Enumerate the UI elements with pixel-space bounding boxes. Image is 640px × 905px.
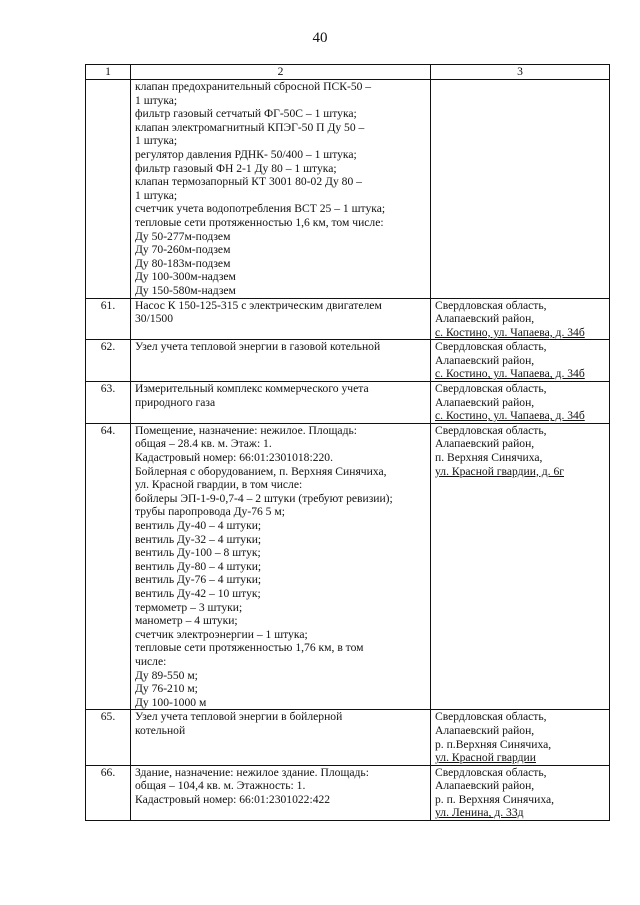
address-line: Алапаевский район, xyxy=(435,353,535,367)
description-line: Узел учета тепловой энергии в бойлерной xyxy=(135,710,343,724)
description-line: Кадастровый номер: 66:01:2301018:220. xyxy=(135,451,333,465)
item-address xyxy=(431,340,610,382)
table-row xyxy=(86,340,610,382)
address-line: Алапаевский район, xyxy=(435,312,535,326)
item-address xyxy=(431,710,610,765)
description-line: Бойлерная с оборудованием, п. Верхняя Синячиха, xyxy=(135,464,387,478)
column-header-number: 1 xyxy=(86,65,131,80)
address-line: ул. Красной гвардии xyxy=(435,751,536,765)
description-line: фильтр газовый сетчатый ФГ-50С – 1 штука; xyxy=(135,107,357,121)
item-description xyxy=(131,298,431,340)
item-description xyxy=(131,340,431,382)
description-line: клапан предохранительный сбросной ПСК-50 – xyxy=(135,80,372,93)
item-description xyxy=(131,710,431,765)
table-header-row xyxy=(86,65,610,80)
description-line: Измерительный комплекс коммерческого учета xyxy=(135,382,369,396)
description-line: термометр – 3 штуки; xyxy=(135,600,243,614)
property-table-body xyxy=(86,65,610,821)
description-line: клапан электромагнитный КПЭГ-50 П Ду 50 – xyxy=(135,120,365,134)
row-number: 63. xyxy=(86,382,131,424)
row-number: 65. xyxy=(86,710,131,765)
item-description xyxy=(131,423,431,709)
description-line: манометр – 4 штуки; xyxy=(135,614,238,628)
description-line: вентиль Ду-32 – 4 штуки; xyxy=(135,532,262,546)
table-row xyxy=(86,710,610,765)
column-header-description: 2 xyxy=(131,65,431,80)
address-line: ул. Красной гвардии, д. 6г xyxy=(435,464,565,478)
description-line: вентиль Ду-80 – 4 штуки; xyxy=(135,559,262,573)
column-header-address: 3 xyxy=(431,65,610,80)
description-line: Помещение, назначение: нежилое. Площадь: xyxy=(135,423,357,437)
description-line: трубы паропровода Ду-76 5 м; xyxy=(135,505,285,519)
address-line: Свердловская область, xyxy=(435,710,547,724)
description-line: фильтр газовый ФН 2-1 Ду 80 – 1 штука; xyxy=(135,161,337,175)
table-row xyxy=(86,80,610,299)
description-line: 1 штука; xyxy=(135,134,178,148)
row-number xyxy=(86,80,131,299)
description-line: Ду 100-1000 м xyxy=(135,695,207,709)
description-line: тепловые сети протяженностью 1,76 км, в том xyxy=(135,641,364,655)
table-row xyxy=(86,423,610,709)
address-line: п. Верхняя Синячиха, xyxy=(435,451,543,465)
address-line: Свердловская область, xyxy=(435,765,547,779)
description-line: Ду 70-260м-подзем xyxy=(135,243,231,257)
item-address xyxy=(431,423,610,709)
description-line: котельной xyxy=(135,723,186,737)
description-line: общая – 28.4 кв. м. Этаж: 1. xyxy=(135,437,272,451)
description-line: бойлеры ЭП-1-9-0,7-4 – 2 штуки (требуют ревизии); xyxy=(135,491,393,505)
description-line: общая – 104,4 кв. м. Этажность: 1. xyxy=(135,779,306,793)
address-line: Алапаевский район, xyxy=(435,437,535,451)
row-number: 66. xyxy=(86,765,131,820)
description-line: счетчик учета водопотребления ВСТ 25 – 1 штука; xyxy=(135,202,386,216)
table-row xyxy=(86,765,610,820)
description-line: вентиль Ду-40 – 4 штуки; xyxy=(135,519,262,532)
address-line: Свердловская область, xyxy=(435,423,547,437)
address-line: Свердловская область, xyxy=(435,298,547,312)
description-line: Ду 89-550 м; xyxy=(135,668,198,682)
description-line: Насос К 150-125-315 с электрическим двигателем xyxy=(135,298,382,312)
description-line: Здание, назначение: нежилое здание. Площадь: xyxy=(135,765,369,779)
address-line: ул. Ленина, д. 33д xyxy=(435,806,524,820)
description-line: Ду 100-300м-надзем xyxy=(135,270,236,284)
description-line: вентиль Ду-42 – 10 штук; xyxy=(135,586,261,600)
item-address xyxy=(431,382,610,424)
description-line: Кадастровый номер: 66:01:2301022:422 xyxy=(135,792,331,806)
table-row xyxy=(86,298,610,340)
address-line: р. п.Верхняя Синячиха, xyxy=(435,737,552,751)
table-row xyxy=(86,382,610,424)
description-line: 1 штука; xyxy=(135,188,178,202)
item-description xyxy=(131,765,431,820)
description-line: вентиль Ду-100 – 8 штук; xyxy=(135,546,261,560)
description-line: природного газа xyxy=(135,395,216,409)
description-line: клапан термозапорный КТ 3001 80-02 Ду 80 – xyxy=(135,175,362,189)
item-address xyxy=(431,298,610,340)
row-number: 62. xyxy=(86,340,131,382)
description-line: Ду 150-580м-надзем xyxy=(135,283,236,297)
description-line: Ду 76-210 м; xyxy=(135,682,198,696)
item-address xyxy=(431,765,610,820)
description-line: ул. Красной гвардии, в том числе: xyxy=(135,478,303,492)
item-address xyxy=(431,80,610,299)
address-line: Свердловская область, xyxy=(435,382,547,396)
address-line: с. Костино, ул. Чапаева, д. 34б xyxy=(435,325,585,339)
description-line: числе: xyxy=(135,654,167,668)
address-line: Свердловская область, xyxy=(435,340,547,354)
description-line: тепловые сети протяженностью 1,6 км, том числе: xyxy=(135,215,384,229)
row-number: 61. xyxy=(86,298,131,340)
address-line: р. п. Верхняя Синячиха, xyxy=(435,792,555,806)
item-description xyxy=(131,382,431,424)
description-line: 1 штука; xyxy=(135,93,178,107)
row-number: 64. xyxy=(86,423,131,709)
item-description xyxy=(131,80,431,299)
property-table xyxy=(85,64,610,821)
address-line: Алапаевский район, xyxy=(435,779,535,793)
description-line: вентиль Ду-76 – 4 штуки; xyxy=(135,573,262,587)
address-line: с. Костино, ул. Чапаева, д. 34б xyxy=(435,367,585,381)
page-number: 40 xyxy=(312,30,328,46)
address-line: с. Костино, ул. Чапаева, д. 34б xyxy=(435,409,585,423)
description-line: Ду 80-183м-подзем xyxy=(135,256,231,270)
description-line: Ду 50-277м-подзем xyxy=(135,229,231,243)
address-line: Алапаевский район, xyxy=(435,395,535,409)
description-line: 30/1500 xyxy=(135,312,174,326)
description-line: Узел учета тепловой энергии в газовой котельной xyxy=(135,340,381,354)
address-line: Алапаевский район, xyxy=(435,723,535,737)
description-line: регулятор давления РДНК- 50/400 – 1 штука; xyxy=(135,147,357,161)
description-line: счетчик электроэнергии – 1 штука; xyxy=(135,627,308,641)
